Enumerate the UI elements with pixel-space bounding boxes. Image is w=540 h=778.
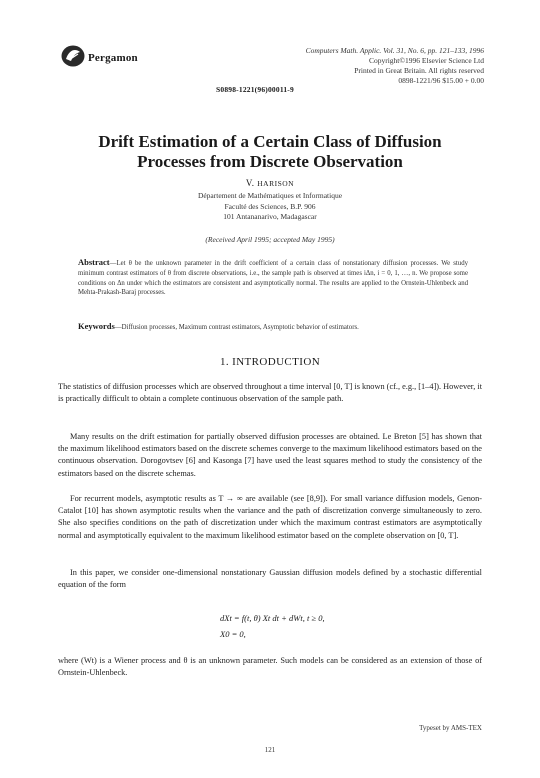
equation-line-1: dXt = f(t, θ) Xt dt + dWt, t ≥ 0,	[220, 613, 325, 623]
keywords	[78, 322, 468, 333]
keywords-text: —Diffusion processes, Maximum contrast estimators, Asymptotic behavior of estimators.	[114, 324, 359, 331]
differential-equation	[220, 610, 325, 642]
author-surname: HARISON	[257, 179, 295, 188]
title-line-2: Processes from Discrete Observation	[137, 152, 403, 171]
received-dates: (Received April 1995; accepted May 1995)	[205, 235, 335, 244]
pii-identifier: S0898-1221(96)00011-9	[216, 85, 294, 94]
paragraph-4: In this paper, we consider one-dimensional nonstationary Gaussian diffusion models defined by a stochastic differential equation of the form	[58, 568, 482, 590]
journal-citation	[306, 46, 484, 86]
author-initial: V.	[245, 178, 258, 188]
page-number: 121	[264, 746, 276, 754]
paragraph-1: The statistics of diffusion processes which are observed throughout a time interval [0, T] is known (cf., e.g., [1–4]). However, it is practically difficult to obtain a complete continuous observation of the sample path.	[58, 382, 482, 404]
author-affiliation	[0, 191, 540, 223]
journal-line-4: 0898-1221/96 $15.00 + 0.00	[398, 76, 484, 85]
affiliation-line-3: 101 Antananarivo, Madagascar	[223, 212, 317, 221]
paragraph-3: For recurrent models, asymptotic results as T → ∞ are available (see [8,9]). For small variance diffusion models, Genon-Catalot [10] has shown asymptotic results when the variance and the path of discretization converge simultaneously to zero. She also specifies conditions on the path of discretization under which the maximum contrast estimators are asymptotically normal and asymptotically equivalent to the maximum likelihood estimator based on the complete observation on [0, T].	[58, 494, 482, 540]
title-line-1: Drift Estimation of a Certain Class of Diffusion	[98, 132, 442, 151]
paper-title	[0, 132, 540, 172]
paragraph-2: Many results on the drift estimation for partially observed diffusion processes are obtained. Le Breton [5] has shown that the maximum likelihood estimators based on the discrete schemes converge to the maximum likelihood estimators based on the continuous observation. Dorogovtsev [6] and Kasonga [7] have used the least squares method to study the consistency of the estimators based on the discrete schemas.	[58, 432, 482, 478]
abstract-label: Abstract	[78, 257, 110, 267]
publisher-name: Pergamon	[88, 52, 138, 64]
keywords-label: Keywords	[78, 321, 115, 331]
affiliation-line-2: Faculté des Sciences, B.P. 906	[224, 201, 316, 211]
journal-line-2: Copyright©1996 Elsevier Science Ltd	[368, 56, 484, 65]
affiliation-line-1: Département de Mathématiques et Informatique	[197, 191, 343, 200]
typeset-note: Typeset by AMS-TEX	[419, 724, 482, 732]
abstract	[78, 258, 468, 298]
paragraph-5: where (Wt) is a Wiener process and θ is an unknown parameter. Such models can be considered as an extension of those of Ornstein-Uhlenbeck.	[58, 656, 482, 678]
journal-line-1: Computers Math. Applic. Vol. 31, No. 6, pp. 121–133, 1996	[305, 46, 484, 55]
author-name	[0, 178, 540, 188]
equation-line-2: X0 = 0,	[220, 629, 246, 639]
pergamon-logo-icon	[60, 44, 86, 68]
journal-line-3: Printed in Great Britain. All rights reserved	[354, 66, 484, 75]
section-heading-introduction: 1. INTRODUCTION	[219, 356, 321, 368]
abstract-text: —Let θ be the unknown parameter in the drift coefficient of a certain class of nonstationary diffusion processes. We study minimum contrast estimators of θ from discrete observations, i.e., the sample path is observed at times iΔn, i = 0, 1, …, n. We propose some conditions on Δn under which the estimators are consistent and asymptotically normal. The results are applied to the Ornstein-Uhlenbeck and Mehta-Prakash-Baraj processes.	[78, 260, 468, 297]
